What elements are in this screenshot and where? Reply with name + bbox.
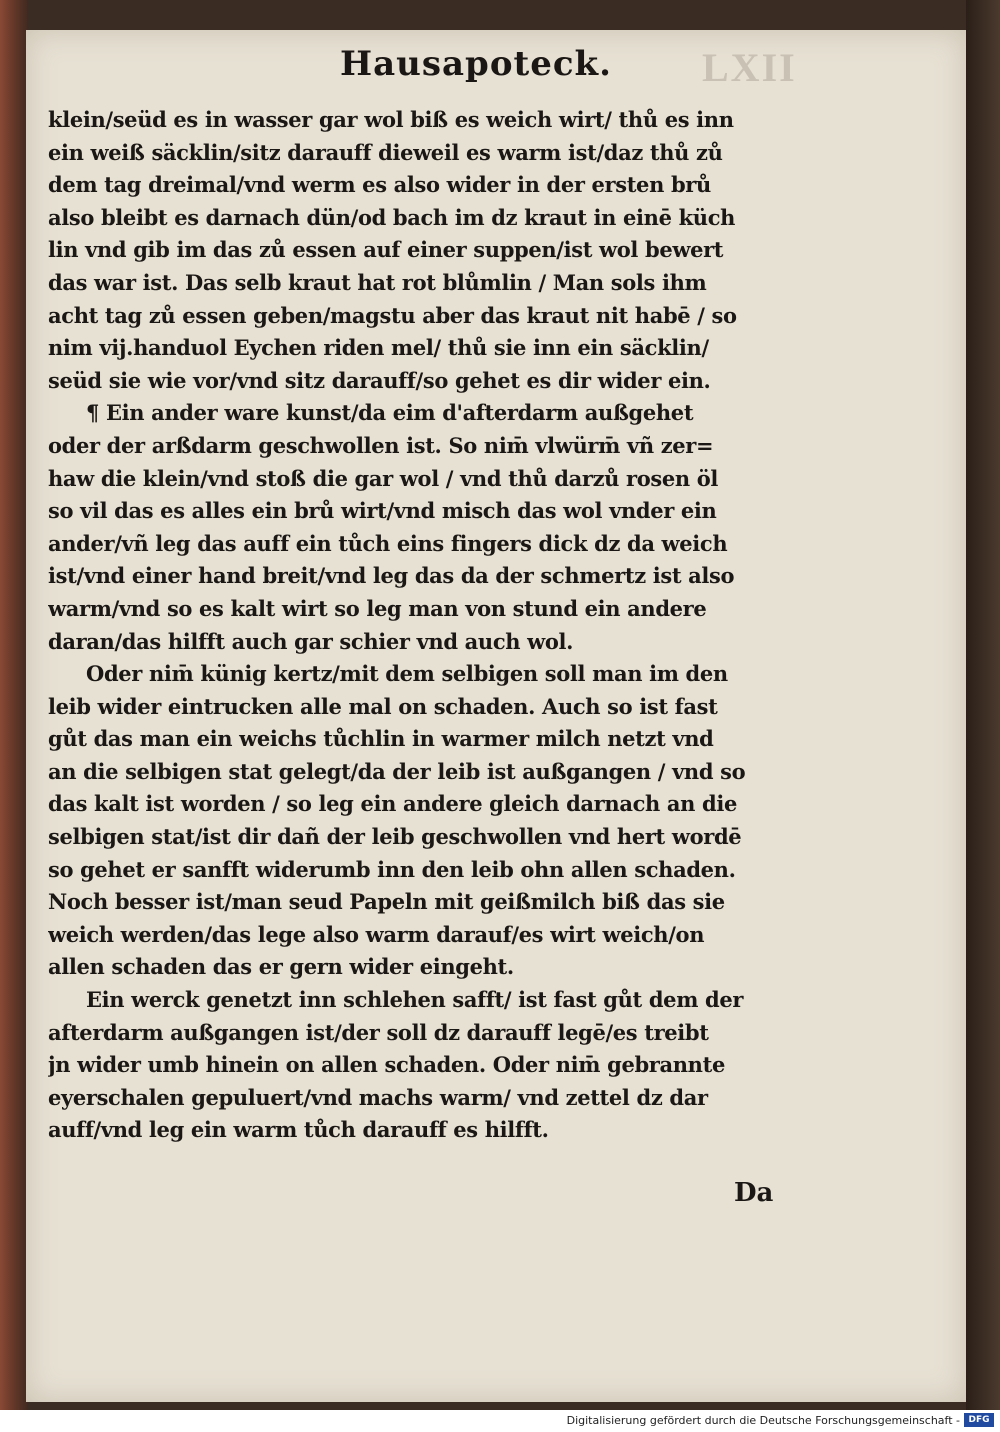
text-line: ein weiß säcklin/sitz darauff dieweil es warm ist/daz thů zů [48,139,723,165]
text-line: ander/vñ leg das auff ein tůch eins fingers dick dz da weich [48,530,728,556]
text-line: das war ist. Das selb kraut hat rot blůmlin / Man sols ihm [48,269,707,295]
text-line: Oder nim̄ künig kertz/mit dem selbigen soll man im den [86,661,728,687]
text-line: oder der arßdarm geschwollen ist. So nim̄ vlwürm̄ vñ zer= [48,432,714,458]
text-line: warm/vnd so es kalt wirt so leg man von stund ein andere [48,595,707,621]
running-head: Hausapoteck. [340,44,612,84]
text-line: auff/vnd leg ein warm tůch darauff es hilfft. [48,1117,549,1143]
book-right-edge [966,0,1000,1410]
book-spine-edge [0,0,28,1410]
body-text [48,104,808,1184]
text-line: ist/vnd einer hand breit/vnd leg das da der schmertz ist also [48,563,735,589]
text-line: afterdarm außgangen ist/der soll dz darauff legē/es treibt [48,1019,709,1045]
text-line: weich werden/das lege also warm darauf/es wirt weich/on [48,921,705,947]
text-line: eyerschalen gepuluert/vnd machs warm/ vnd zettel dz dar [48,1084,708,1110]
text-line: so vil das es alles ein brů wirt/vnd misch das wol vnder ein [48,498,717,524]
text-line: Noch besser ist/man seud Papeln mit geißmilch biß das sie [48,889,725,915]
text-line: an die selbigen stat gelegt/da der leib ist außgangen / vnd so [48,758,746,784]
text-line: gůt das man ein weichs tůchlin in warmer milch netzt vnd [48,726,714,752]
text-line: lin vnd gib im das zů essen auf einer suppen/ist wol bewert [48,237,724,263]
folio-number: LXII [702,45,797,90]
text-line: das kalt ist worden / so leg ein andere gleich darnach an die [48,791,738,817]
text-line: seüd sie wie vor/vnd sitz darauff/so gehet es dir wider ein. [48,367,711,393]
text-line: ¶ Ein ander ware kunst/da eim d'afterdarm außgehet [86,400,694,426]
text-line: klein/seüd es in wasser gar wol biß es weich wirt/ thů es inn [48,107,734,132]
text-line: leib wider eintrucken alle mal on schaden. Auch so ist fast [48,693,718,719]
funding-credit: Digitalisierung gefördert durch die Deutsche Forschungsgemeinschaft - [566,1414,960,1427]
text-line: selbigen stat/ist dir dañ der leib geschwollen vnd hert wordē [48,824,742,850]
text-line: acht tag zů essen geben/magstu aber das kraut nit habē / so [48,302,737,328]
text-line: daran/das hilfft auch gar schier vnd auch wol. [48,628,574,654]
text-line: haw die klein/vnd stoß die gar wol / vnd thů darzů rosen öl [48,465,719,491]
text-line: jn wider umb hinein on allen schaden. Oder nim̄ gebrannte [48,1052,725,1078]
text-line: allen schaden das er gern wider eingeht. [48,954,514,980]
text-line: Ein werck genetzt inn schlehen safft/ ist fast gůt dem der [86,987,744,1013]
text-line: nim vij.handuol Eychen riden mel/ thů sie inn ein säcklin/ [48,335,709,361]
footer-bar [0,1410,1000,1432]
text-line: so gehet er sanfft widerumb inn den leib ohn allen schaden. [48,856,736,882]
catchword: Da [734,1178,774,1208]
text-line: also bleibt es darnach dün/od bach im dz kraut in einē küch [48,204,736,230]
dfg-logo-icon: DFG [964,1413,994,1427]
text-line: dem tag dreimal/vnd werm es also wider in der ersten brů [48,172,711,198]
